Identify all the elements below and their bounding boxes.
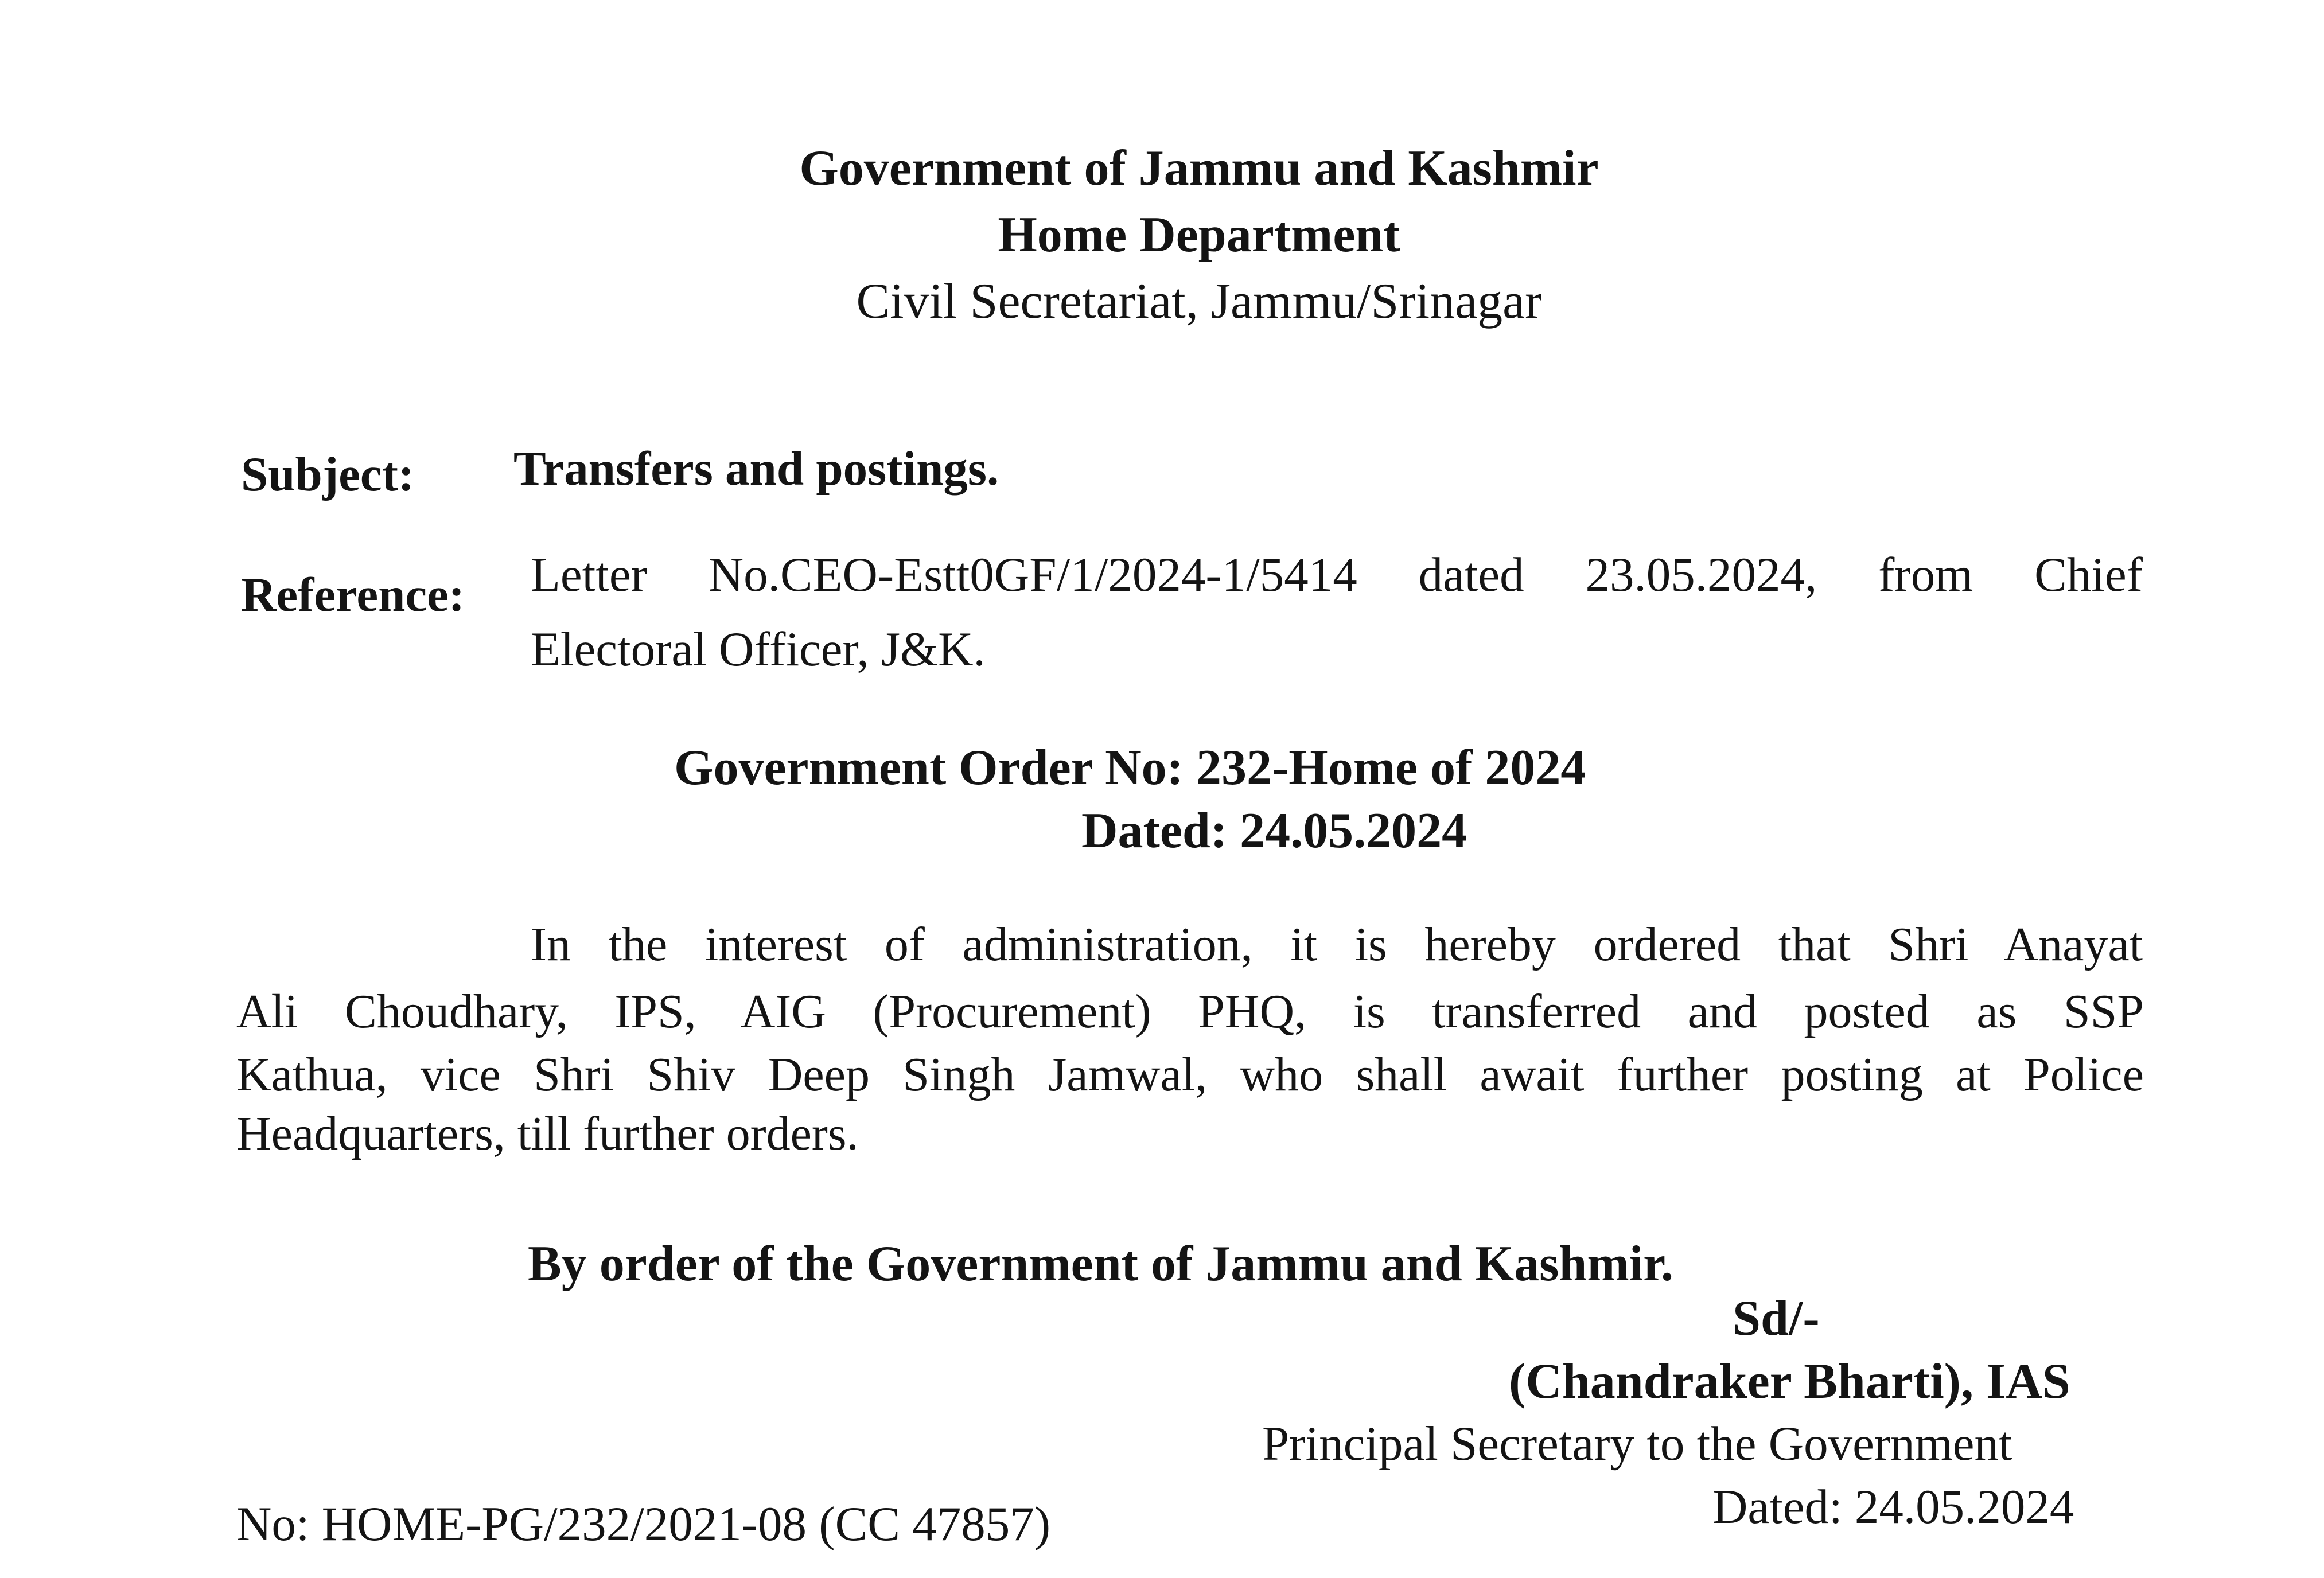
- reference-line-2: Electoral Officer, J&K.: [531, 622, 986, 676]
- department-title: Home Department: [998, 207, 1400, 263]
- order-number: Government Order No: 232-Home of 2024: [674, 740, 1586, 796]
- by-order-line: By order of the Government of Jammu and Kashmir.: [528, 1236, 1674, 1292]
- body-line: Ali Choudhary, IPS, AIG (Procurement) PHQ, is transferred and posted as SSP: [236, 985, 2144, 1038]
- signature-mark: Sd/-: [1733, 1291, 1820, 1346]
- government-title: Government of Jammu and Kashmir: [799, 141, 1599, 196]
- subject-label: Subject:: [241, 447, 415, 501]
- reference-number: No: HOME-PG/232/2021-08 (CC 47857): [236, 1497, 1051, 1551]
- reference-label: Reference:: [241, 568, 465, 622]
- office-location: Civil Secretariat, Jammu/Srinagar: [856, 274, 1542, 329]
- subject-text: Transfers and postings.: [513, 442, 999, 496]
- reference-line-1: Letter No.CEO-Estt0GF/1/2024-1/5414 dated 23.05.2024, from Chief: [531, 548, 2143, 602]
- closing-date: Dated: 24.05.2024: [1712, 1480, 2074, 1534]
- body-line: Kathua, vice Shri Shiv Deep Singh Jamwal, who shall await further posting at Police: [236, 1048, 2144, 1101]
- order-date: Dated: 24.05.2024: [1081, 803, 1467, 859]
- body-line: Headquarters, till further orders.: [236, 1107, 859, 1160]
- signatory-name: (Chandraker Bharti), IAS: [1509, 1354, 2070, 1409]
- letterhead: [740, 143, 1658, 343]
- signatory-designation: Principal Secretary to the Government: [1262, 1417, 2012, 1471]
- body-line: In the interest of administration, it is hereby ordered that Shri Anayat: [531, 918, 2143, 971]
